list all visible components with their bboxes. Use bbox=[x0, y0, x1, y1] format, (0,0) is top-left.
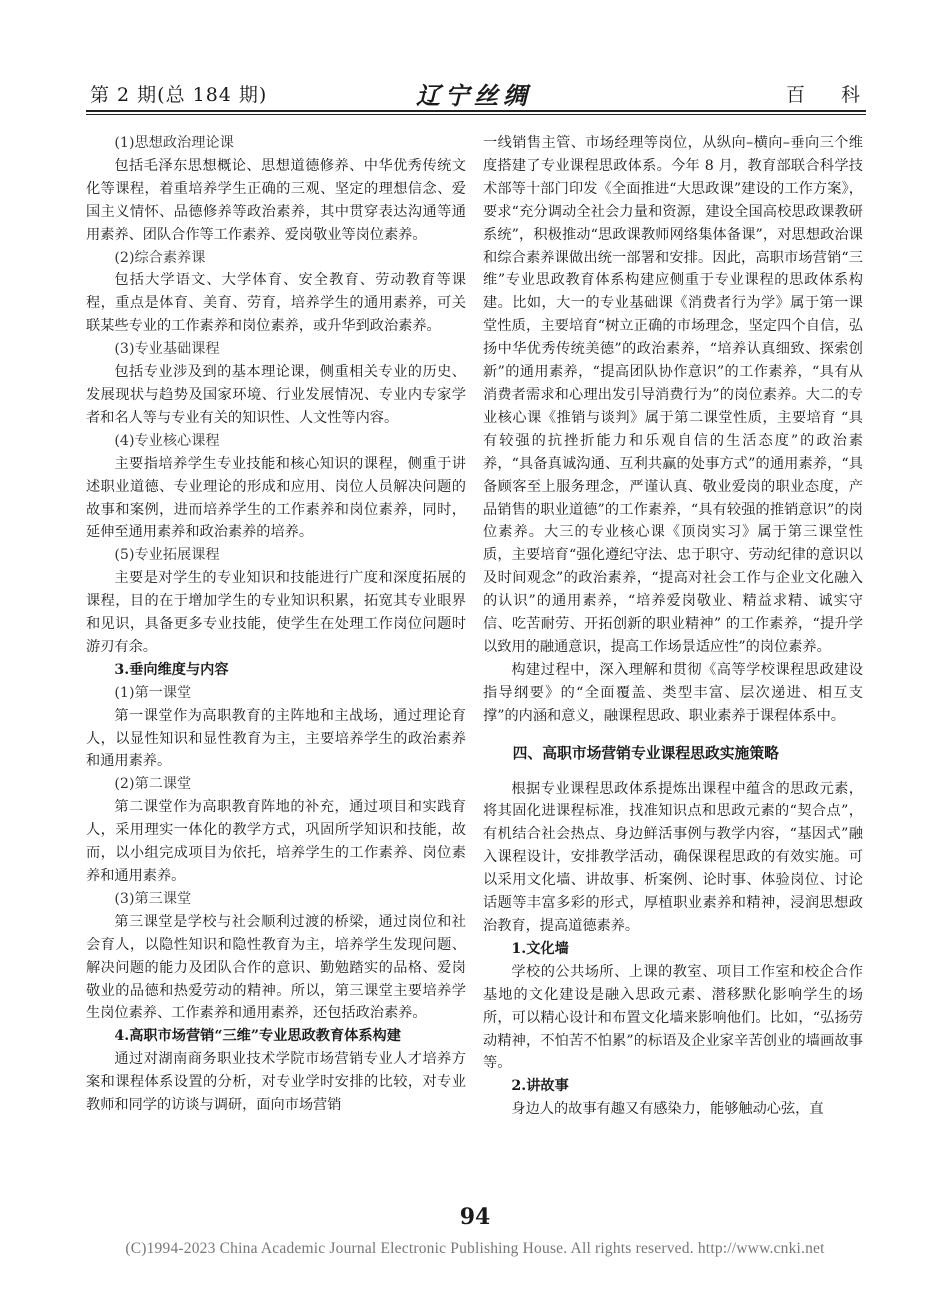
paragraph: 根据专业课程思政体系提炼出课程中蕴含的思政元素，将其固化进课程标准，找准知识点和思政元素的“契合点”，有机结合社会热点、身边鲜活事例与教学内容，“基因式”融入课程设计，安排教学活动，确保课程思政的有效实施。可以采用文化墙、讲故事、析案例、论时事、体验岗位、讨论话题等丰富多彩的形式，厚植职业素养和精神，浸润思想政治教育，提高道德素养。 bbox=[483, 780, 863, 934]
page-header bbox=[0, 0, 950, 124]
heading: 1.文化墙 bbox=[511, 940, 569, 957]
section-name: 百科 bbox=[786, 84, 897, 106]
heading: 4.高职市场营销“三维”专业思政教育体系构建 bbox=[114, 1028, 401, 1045]
heading: 2.讲故事 bbox=[511, 1078, 569, 1095]
subheading: (2)综合素养课 bbox=[114, 249, 206, 266]
section-heading: 四、高职市场营销专业课程思政实施策略 bbox=[512, 744, 779, 762]
paragraph: 包括大学语文、大学体育、安全教育、劳动教育等课程，重点是体育、美育、劳育，培养学生的通用素养，可关联某些专业的工作素养和岗位素养，或升华到政治素养。 bbox=[86, 272, 466, 335]
right-column bbox=[483, 132, 863, 1121]
paragraph: 第二课堂作为高职教育阵地的补充，通过项目和实践育人，采用理实一体化的教学方式，巩固所学知识和技能，故而，以小组完成项目为依托，培养学生的工作素养、岗位素养和通用素养。 bbox=[86, 799, 466, 884]
paragraph: 构建过程中，深入理解和贯彻《高等学校课程思政建设指导纲要》的“全面覆盖、类型丰富、层次递进、相互支撑”的内涵和意义，融课程思政、职业素养于课程体系中。 bbox=[483, 661, 863, 724]
header-rule-thin bbox=[86, 114, 866, 115]
paragraph: 第三课堂是学校与社会顺利过渡的桥梁，通过岗位和社会育人，以隐性知识和隐性教育为主，培养学生发现问题、解决问题的能力及团队合作的意识、勤勉踏实的品格、爱岗敬业的品德和热爱劳动的精神。所以，第三课堂主要培养学生岗位素养、工作素养和通用素养，还包括政治素养。 bbox=[86, 913, 466, 1022]
paragraph: 包括专业涉及到的基本理论课，侧重相关专业的历史、发展现状与趋势及国家环境、行业发展情况、专业内专家学者和名人等与专业有关的知识性、人文性等内容。 bbox=[86, 364, 466, 426]
paragraph: 通过对湖南商务职业技术学院市场营销专业人才培养方案和课程体系设置的分析，对专业学时安排的比较，对专业教师和同学的访谈与调研，面向市场营销 bbox=[86, 1051, 466, 1114]
copyright-notice: (C)1994-2023 China Academic Journal Electronic Publishing House. All rights reserved. http://www.cnki.net bbox=[125, 1240, 825, 1257]
subheading: (5)专业拓展课程 bbox=[114, 547, 220, 564]
subheading: (3)第三课堂 bbox=[114, 890, 192, 907]
issue-number: 第 2 期(总 184 期) bbox=[90, 84, 268, 106]
paragraph: 第一课堂作为高职教育的主阵地和主战场，通过理论育人，以显性知识和显性教育为主，主要培养学生的政治素养和通用素养。 bbox=[86, 707, 466, 770]
paragraph: 身边人的故事有趣又有感染力，能够触动心弦，直 bbox=[511, 1101, 824, 1118]
page-number: 94 bbox=[459, 1204, 491, 1230]
journal-title: 辽宁丝绸 bbox=[416, 81, 532, 110]
subheading: (3)专业基础课程 bbox=[114, 341, 220, 358]
subheading: (1)第一课堂 bbox=[114, 684, 192, 701]
heading: 3.垂向维度与内容 bbox=[114, 661, 229, 678]
paragraph: 学校的公共场所、上课的教室、项目工作室和校企合作基地的文化建设是融入思政元素、潜移默化影响学生的场所，可以精心设计和布置文化墙来影响他们。比如，“弘扬劳动精神，不怕苦不怕累”的标语及企业家辛苦创业的墙画故事等。 bbox=[483, 963, 863, 1072]
paragraph: 主要是对学生的专业知识和技能进行广度和深度拓展的课程，目的在于增加学生的专业知识积累，拓宽其专业眼界和见识，具备更多专业技能，使学生在处理工作岗位问题时游刃有余。 bbox=[86, 570, 466, 655]
subheading: (4)专业核心课程 bbox=[114, 432, 220, 449]
subheading: (2)第二课堂 bbox=[114, 776, 192, 793]
paragraph: 一线销售主管、市场经理等岗位，从纵向–横向–垂向三个维度搭建了专业课程思政体系。今年 8 月，教育部联合科学技术部等十部门印发《全面推进“大思政课”建设的工作方案》，要求“充分调动全社会力量和资源，建设全国高校思政课教研系统”，积极推动“思政课教师网络集体备课”，对思想政治课和综合素养课做出统一部署和安排。因此，高职市场营销“三维”专业思政教育体系构建应侧重于专业课程的思政体系构建。比如，大一的专业基础课《消费者行为学》属于第一课堂性质，主要培育“树立正确的市场理念，坚定四个自信，弘扬中华优秀传统美德”的政治素养，“培养认真细致、探索创新”的通用素养，“提高团队协作意识”的工作素养，“具有从消费者需求和心理出发引导消费行为”的岗位素养。大二的专业核心课《推销与谈判》属于第二课堂性质，主要培育 “具有较强的抗挫折能力和乐观自信的生活态度”的政治素养，“具备真诚沟通、互利共赢的处事方式”的通用素养，“具备顾客至上服务理念，严谨认真、敬业爱岗的职业态度，产品销售的职业道德”的工作素养，“具有较强的推销意识”的岗位素养。大三的专业核心课《顶岗实习》属于第三课堂性质，主要培育“强化遵纪守法、忠于职守、劳动纪律的意识以及时间观念”的政治素养，“提高对社会工作与企业文化融入的认识”的通用素养，“培养爱岗敬业、精益求精、诚实守信、吃苦耐劳、开拓创新的职业精神” 的工作素养，“提升学以致用的融通意识，提高工作场景适应性”的岗位素养。 bbox=[483, 135, 863, 655]
paragraph: 主要指培养学生专业技能和核心知识的课程，侧重于讲述职业道德、专业理论的形成和应用、岗位人员解决问题的故事和案例，进而培养学生的工作素养和岗位素养，同时，延伸至通用素养和政治素养的培养。 bbox=[86, 455, 466, 541]
left-column bbox=[86, 132, 466, 1117]
header-rule bbox=[86, 110, 866, 112]
subheading: (1)思想政治理论课 bbox=[114, 135, 234, 151]
paragraph: 包括毛泽东思想概论、思想道德修养、中华优秀传统文化等课程，着重培养学生正确的三观、坚定的理想信念、爱国主义情怀、品德修养等政治素养，其中贯穿表达沟通等通用素养、团队合作等工作素养、爱岗敬业等岗位素养。 bbox=[86, 157, 466, 243]
